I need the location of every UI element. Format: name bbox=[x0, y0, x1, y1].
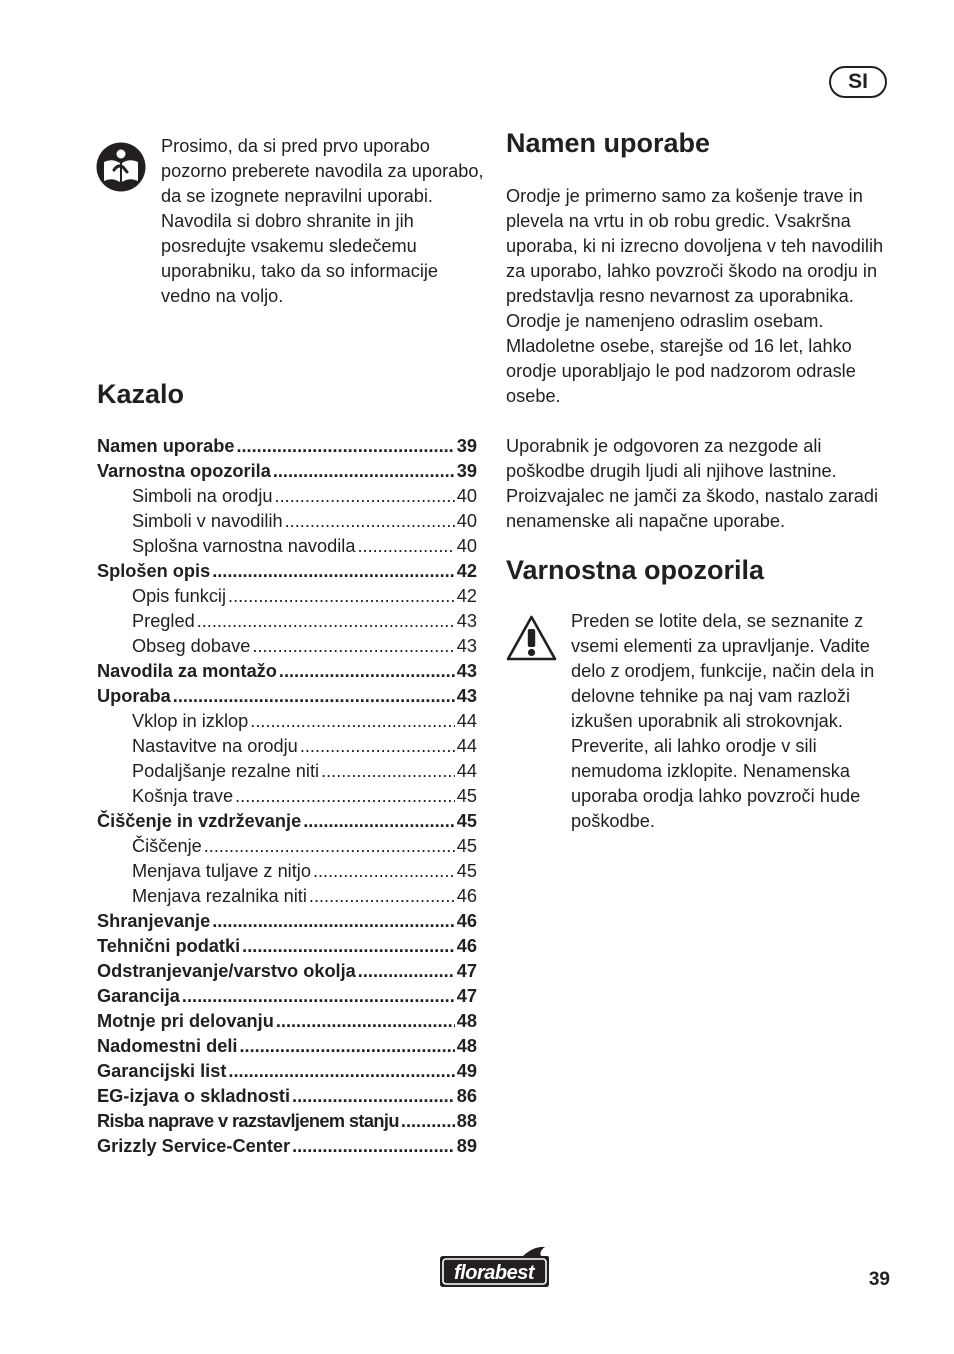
toc-leader-dots bbox=[276, 1009, 455, 1034]
toc-entry bbox=[97, 459, 477, 484]
toc-entry-label: Garancija bbox=[97, 986, 180, 1006]
toc-leader-dots bbox=[173, 684, 455, 709]
toc-entry-page: 47 bbox=[456, 986, 477, 1006]
toc-entry-label: Uporaba bbox=[97, 686, 171, 706]
toc-entry-page: 88 bbox=[456, 1111, 477, 1131]
toc-entry-page: 44 bbox=[456, 736, 477, 756]
intended-use-paragraph-1: Orodje je primerno samo za košenje trave in plevela na vrtu in ob robu gredic. Vsakršna uporaba, ki ni izrecno dovoljena v teh navodilih za uporabo, lahko povzroči škodo na orodju in predstavlja resno nevarnost za uporabnika. Orodje je namenjeno odraslim osebam. Mladoletne osebe, starejše od 16 let, lahko orodje uporabljajo le pod nadzorom odrasle osebe. bbox=[506, 186, 884, 406]
toc-entry-page: 40 bbox=[456, 511, 477, 531]
warning-triangle-icon bbox=[505, 614, 558, 662]
toc-leader-dots bbox=[228, 584, 455, 609]
toc-entry bbox=[97, 1009, 477, 1034]
toc-leader-dots bbox=[292, 1084, 455, 1109]
toc-leader-dots bbox=[212, 559, 455, 584]
toc-entry-label: Menjava tuljave z nitjo bbox=[132, 861, 311, 881]
toc-entry bbox=[97, 984, 477, 1009]
toc-leader-dots bbox=[239, 1034, 454, 1059]
toc-leader-dots bbox=[242, 934, 455, 959]
toc-entry-page: 45 bbox=[456, 786, 477, 806]
toc-entry bbox=[97, 1084, 477, 1109]
toc-leader-dots bbox=[204, 834, 455, 859]
toc-entry-page: 86 bbox=[456, 1086, 477, 1106]
toc-entry-label: Splošna varnostna navodila bbox=[132, 536, 356, 556]
toc-entry-label: Košnja trave bbox=[132, 786, 234, 806]
toc-entry-label: Navodila za montažo bbox=[97, 661, 277, 681]
toc-leader-dots bbox=[358, 959, 455, 984]
florabest-logo bbox=[437, 1243, 552, 1291]
toc-entry-label: Simboli na orodju bbox=[132, 486, 273, 506]
toc-entry-page: 46 bbox=[456, 886, 477, 906]
intended-use-title: Namen uporabe bbox=[506, 128, 711, 158]
toc-entry-label: Odstranjevanje/varstvo okolja bbox=[97, 961, 356, 981]
toc-entry-label: EG-izjava o skladnosti bbox=[97, 1086, 291, 1106]
intended-use-paragraph-2: Uporabnik je odgovoren za nezgode ali poškodbe drugih ljudi ali njihove lastnine. Proizvajalec ne jamči za škodo, nastalo zaradi nenamenske ali napačne uporabe. bbox=[506, 436, 879, 531]
toc-entry-page: 45 bbox=[456, 861, 477, 881]
toc-entry bbox=[97, 1034, 477, 1059]
toc-leader-dots bbox=[275, 484, 455, 509]
toc-leader-dots bbox=[235, 784, 455, 809]
toc-entry-label: Vklop in izklop bbox=[132, 711, 249, 731]
toc-leader-dots bbox=[228, 1059, 454, 1084]
toc-entry-page: 47 bbox=[456, 961, 477, 981]
toc-leader-dots bbox=[300, 734, 455, 759]
toc-entry-page: 46 bbox=[456, 936, 477, 956]
toc-entry-page: 45 bbox=[456, 836, 477, 856]
toc-entry bbox=[97, 484, 477, 509]
toc-entry-page: 42 bbox=[456, 561, 477, 581]
toc-entry-page: 43 bbox=[456, 636, 477, 656]
toc-entry bbox=[97, 609, 477, 634]
toc-entry-page: 46 bbox=[456, 911, 477, 931]
toc-leader-dots bbox=[182, 984, 455, 1009]
toc-entry-page: 45 bbox=[456, 811, 477, 831]
toc-leader-dots bbox=[285, 509, 455, 534]
toc-leader-dots bbox=[212, 909, 455, 934]
toc-leader-dots bbox=[321, 759, 455, 784]
toc-leader-dots bbox=[313, 859, 455, 884]
toc-entry-page: 40 bbox=[456, 536, 477, 556]
toc-leader-dots bbox=[292, 1134, 455, 1159]
toc-leader-dots bbox=[357, 534, 454, 559]
page-number: 39 bbox=[868, 1269, 890, 1290]
toc-entry-label: Čiščenje in vzdrževanje bbox=[97, 811, 302, 831]
toc-entry bbox=[97, 584, 477, 609]
toc-entry-page: 40 bbox=[456, 486, 477, 506]
toc-entry bbox=[97, 909, 477, 934]
toc-entry-label: Nadomestni deli bbox=[97, 1036, 238, 1056]
toc-entry bbox=[97, 634, 477, 659]
toc-entry-label: Nastavitve na orodju bbox=[132, 736, 298, 756]
toc-entry-label: Shranjevanje bbox=[97, 911, 211, 931]
toc-entry-page: 48 bbox=[456, 1011, 477, 1031]
toc-entry-label: Namen uporabe bbox=[97, 436, 235, 456]
toc-entry bbox=[97, 684, 477, 709]
toc-leader-dots bbox=[236, 434, 454, 459]
toc-entry-label: Risba naprave v razstavljenem stanju bbox=[97, 1111, 399, 1131]
toc-entry bbox=[97, 534, 477, 559]
toc-entry bbox=[97, 784, 477, 809]
toc-leader-dots bbox=[252, 634, 454, 659]
toc-entry-label: Opis funkcij bbox=[132, 586, 227, 606]
toc-entry bbox=[97, 734, 477, 759]
toc-entry bbox=[97, 759, 477, 784]
safety-text: Preden se lotite dela, se seznanite z vsemi elementi za upravljanje. Vadite delo z orodjem, funkcije, način dela in delovne tehnike pa naj vam razloži izkušen uporabnik ali strokovnjak. Preverite, ali lahko orodje v sili nemudoma izklopite. Nenamenska uporaba orodja lahko povzroči hude poškodbe. bbox=[571, 611, 875, 831]
read-manual-icon bbox=[96, 142, 146, 192]
toc-entry bbox=[97, 709, 477, 734]
toc-entry-label: Menjava rezalnika niti bbox=[132, 886, 307, 906]
toc-entry bbox=[97, 809, 477, 834]
toc-entry-page: 48 bbox=[456, 1036, 477, 1056]
toc-entry-page: 43 bbox=[456, 686, 477, 706]
toc-entry-page: 43 bbox=[456, 661, 477, 681]
language-code: SI bbox=[848, 70, 868, 93]
toc-leader-dots bbox=[401, 1109, 455, 1134]
toc-entry-page: 44 bbox=[456, 761, 477, 781]
toc-entry-page: 49 bbox=[456, 1061, 477, 1081]
toc-entry-label: Garancijski list bbox=[97, 1061, 227, 1081]
table-of-contents bbox=[97, 434, 477, 1159]
toc-entry-label: Tehnični podatki bbox=[97, 936, 241, 956]
toc-leader-dots bbox=[279, 659, 455, 684]
toc-entry-label: Varnostna opozorila bbox=[97, 461, 271, 481]
toc-entry bbox=[97, 959, 477, 984]
toc-entry bbox=[97, 1059, 477, 1084]
toc-entry-page: 39 bbox=[456, 436, 477, 456]
toc-entry-label: Simboli v navodilih bbox=[132, 511, 283, 531]
toc-entry-page: 43 bbox=[456, 611, 477, 631]
toc-entry-page: 39 bbox=[456, 461, 477, 481]
language-badge bbox=[829, 66, 887, 98]
intro-text: Prosimo, da si pred prvo uporabo pozorno preberete navodila za uporabo, da se izognete nepravilni uporabi. Navodila si dobro shranite in jih posredujte vsakemu sledečemu uporabniku, tako da so informacije vedno na voljo. bbox=[161, 136, 484, 306]
toc-leader-dots bbox=[309, 884, 455, 909]
toc-leader-dots bbox=[197, 609, 455, 634]
safety-title: Varnostna opozorila bbox=[506, 555, 765, 585]
toc-entry-label: Splošen opis bbox=[97, 561, 211, 581]
toc-entry-label: Motnje pri delovanju bbox=[97, 1011, 274, 1031]
toc-entry bbox=[97, 659, 477, 684]
toc-leader-dots bbox=[250, 709, 455, 734]
brand-name: florabest bbox=[454, 1262, 534, 1284]
toc-leader-dots bbox=[303, 809, 455, 834]
toc-entry-page: 44 bbox=[456, 711, 477, 731]
toc-entry bbox=[97, 934, 477, 959]
toc-entry-page: 89 bbox=[456, 1136, 477, 1156]
toc-entry bbox=[97, 834, 477, 859]
toc-entry bbox=[97, 884, 477, 909]
toc-entry-page: 42 bbox=[456, 586, 477, 606]
toc-entry bbox=[97, 1109, 477, 1134]
toc-title: Kazalo bbox=[97, 379, 185, 409]
toc-entry bbox=[97, 434, 477, 459]
toc-entry-label: Grizzly Service-Center bbox=[97, 1136, 291, 1156]
toc-entry-label: Pregled bbox=[132, 611, 195, 631]
toc-entry bbox=[97, 1134, 477, 1159]
toc-entry-label: Čiščenje bbox=[132, 836, 202, 856]
toc-leader-dots bbox=[273, 459, 455, 484]
toc-entry-label: Podaljšanje rezalne niti bbox=[132, 761, 320, 781]
toc-entry bbox=[97, 859, 477, 884]
toc-entry bbox=[97, 559, 477, 584]
toc-entry-label: Obseg dobave bbox=[132, 636, 251, 656]
toc-entry bbox=[97, 509, 477, 534]
